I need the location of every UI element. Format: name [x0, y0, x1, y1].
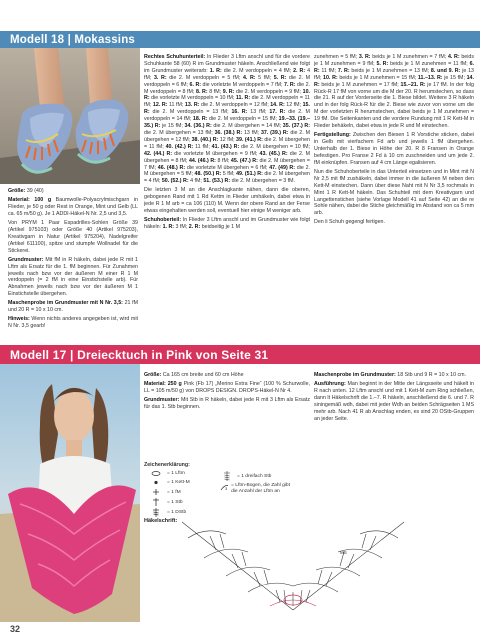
- paragraph: Größe: Ca 165 cm breite und 60 cm Höhe: [144, 372, 244, 378]
- paragraph: Grundmuster: Mit Stb in R häkeln, dabei jede R mit 3 Lftm als Ersatz für das 1. Stb beginnen.: [144, 397, 310, 410]
- section-title: Modell 18 | Mokassins: [10, 33, 136, 46]
- paragraph: Grundmuster: Mit fM in R häkeln, dabei jede R mit 1 Lftm als Ersatz für die 1. fM beginnen. Für Zunahmen jeweils nach bzw vor der äußeren M einer R 1 M verdoppeln (= 2 fM in eine Einstichstelle arb). Für Abnahmen jeweils nach bzw vor der äußeren M 1 Einstichstelle übergehen.: [8, 256, 138, 298]
- legend-label: = 1 dreifach Stb: [237, 473, 272, 479]
- shawl-photo: [0, 364, 140, 622]
- section-header-dreiecktuch: [0, 345, 480, 364]
- chart-label: MS: [340, 550, 347, 555]
- moccasins-photo: [0, 48, 140, 184]
- paragraph: Maschenprobe im Grundmuster mit N Nr. 3,5: 21 fM und 20 R = 10 x 10 cm.: [8, 300, 138, 314]
- symbol-legend: [144, 462, 294, 524]
- paragraph: Den li Schuh gegengl fertigen.: [314, 219, 385, 226]
- section-title: Modell 17 | Dreiecktuch in Pink von Seite 31: [10, 347, 269, 362]
- legend-item: [148, 498, 183, 506]
- paragraph: Material: 250 g Pink (Fb 17) „Merino Extra Fine“ (100 % Schurwolle, LL = 105 m/50 g) von DROPS DESIGN. DROPS-Häkel-N Nr 4.: [144, 381, 310, 394]
- legend-title: Zeichenerklärung:: [144, 462, 190, 468]
- paragraph: Rechtes Schuhunterteil: In Flieder 3 Lftm anschl und für die vordere Schuhkante 58 (60) R im Grundmuster häkeln. Anschließend wie folgt im Grundmuster weiterarb: 1. R: die 2. M verdoppeln = 4 fM; 2. R: 4 fM; 3. R: die 2. M verdoppeln = 5 fM; 4. R: 5 fM; 5. R: die 2. M verdoppeln = 6 fM; 6. R: die vorletzte M verdoppeln = 7 fM; 7. R: die 2. M verdoppeln = 8 fM; 8. R: 8 fM; 9. R: die 2. M verdoppeln = 9 fM; 10. R: die vorletzte M verdoppeln = 10 fM; 11. R: die 2. M verdoppeln = 11 fM; 12. R: 11 fM; 13. R: die 2. M verdoppeln = 12 fM; 14. R: 12 fM; 15. R: die 2. M verdoppeln = 13 fM; 16. R: 13 fM; 17. R: die 2. M verdoppeln = 14 fM; 18. R: die 2. M verdoppeln = 15 fM; 19.–33. (19.–35.) R: je 15 fM; 34. (36.) R: die 2. M übergehen = 14 fM; 35. (37.) R: die 2. M übergehen = 13 fM; 36. (38.) R: 13 fM; 37. (39.) R: die 2. M übergehen = 12 fM; 38. (40.) R: 12 fM; 39. (41.) R: die 2. M übergehen = 11 fM; 40. (42.) R: 11 fM; 41. (43.) R: die 2. M übergehen = 10 fM; 42. (44.) R: die vorletzte M übergehen = 9 fM; 43. (45.) R: die 2. M übergehen = 8 fM; 44. (46.) R: 8 fM; 45. (47.) R: die 2. M übergehen = 7 fM; 46. (48.) R: die vorletzte M übergehen = 6 fM; 47. (49) R: die 2. M übergehen = 5 fM; 48. (50.) R: 5 fM; 49. (51.) R: die 2. M übergehen = 4 fM; 50. (52.) R: 4 fM; 51. (53.) R: die 2. M übergehen = 3 fM.: [144, 54, 310, 185]
- section2-column-2: [144, 372, 310, 462]
- legend-label: = 1 DStb: [167, 510, 187, 515]
- legend-label: = 1 fM: [167, 489, 181, 495]
- paragraph: Schuhoberteil: In Flieder 3 Lftm anschl und im Grundmuster wie folgt häkeln: 1. R: 3 fM; 2. R: beidseitig je 1 M: [144, 217, 310, 231]
- section1-column-3: [314, 54, 474, 342]
- paragraph: Maschenprobe im Grundmuster: 18 Stb und 9 R = 10 x 10 cm.: [314, 372, 467, 378]
- legend-item: [148, 508, 186, 517]
- paragraph: Material: 100 g Baumwolle-Polyacrylmischgarn in Flieder, je 50 g oder Rest in Orange, Mint und Gelb (LL ca. 65 m/50 g). Je 1 ADDI-Häkel-N Nr. 2,5 und 3,5.: [8, 197, 138, 217]
- section1-column-1: [8, 188, 138, 344]
- legend-item: [220, 471, 271, 481]
- section1-column-2: [144, 54, 310, 342]
- svg-text:3: 3: [225, 486, 228, 491]
- legend-label: = 1 Kett-M: [167, 480, 190, 485]
- crochet-chart: [180, 520, 406, 612]
- legend-label: = 1 Lftm: [167, 471, 185, 476]
- paragraph: zunehmen = 5 fM; 3. R: beids je 1 M zunehmen = 7 fM; 4. R: beids je 1 M zunehmen = 9 fM; 5. R: beids je 1 M zunehmen = 11 fM; 6. R: 11 fM; 7. R: beids je 1 M zunehmen = 13 fM; 8. und 9. R: je 13 fM; 10. R: beids je 1 M zunehmen = 15 fM; 11.–13. R: je 15 fM; 14. R: beids je 1 M zunehmen = 17 fM; 15.–21. R: je 17 fM. In der folg Rück-R 17 fM von vorne um die M der 20. R herumstechen, so dass die 21. R auf der Vorderseite die 1. Biese bildet. Weitere 3 R häkeln und in der folg Rück-R für die 2. Biese wie zuvor von vorne um die M der vorletzten R herumstechen, dabei beids je 1 M zunehmen = 19 fM. Die Seitenkanten und die vordere Rundung mit 1 R Kett-M in Flieder behäkeln, dabei etwa in jede R und M einstechen.: [314, 54, 474, 130]
- paragraph: Ausführung: Man beginnt in der Mitte der Längsseite und häkelt in R nach unten. 12 Lftm anschl und mit 1 Kett-M zum Ring schließen, dann It Häkelschrift die 1.–7. R häkeln, anschließend die 6. und 7. R siningemäß wdh, dabei mit jeder Wdh an beiden Schrägseiten 1 MS mehr arb. Nach 41 R ab Anschlag enden, es sind 20 OStb-Gruppen an jeder Seite.: [314, 381, 474, 422]
- section2-column-3: [314, 372, 474, 492]
- chart-title: Häkelschrift:: [144, 518, 178, 524]
- legend-item: [220, 483, 294, 495]
- page-number: 32: [10, 624, 21, 634]
- paragraph: Die letzten 3 M an die Anschlagkante nähen, dann die oberen, gebogenen Rand mit 1 Rd Kettm in Flieder umhäkeln, dabei etwa in jede R 1 M arb = ca 106 (110) M. Wenn der obere Rand an der Ferse etwas eingehalten werden soll, eventuell hier einige M weniger arb.: [144, 187, 310, 215]
- legend-item: [148, 489, 181, 495]
- paragraph: Von PRYM 1 Paar Espadrilles-Sohlen Größe 39 (Artikel 975103) oder Größe 40 (Artikel 975203), Kreativgarn in Natur (Artikel 975204), Nadelgreifer (Artikel 611100), spitze und stumpfe Wollnadel für die Stickerei.: [8, 220, 138, 254]
- section-header-mokassins: [0, 31, 480, 48]
- legend-item: [148, 480, 190, 485]
- legend-label: = 1 Stb: [167, 499, 183, 505]
- paragraph: Größe: 39 (40): [8, 188, 44, 194]
- legend-item: [148, 471, 185, 476]
- paragraph: Fertigstellung: Zwischen den Biesen 1 R Vorstiche sticken, dabei in Gelb mit vierfachem Fd arb und jeweils 1 fM übergehen. Unterhalb der 1. Biese in Höhe der 20. R 8 Fransen in Orange befestigen. Pro Franse 2 Fd à 10 cm zuschneiden und um jede 2. fM einknüpfen. Fransen auf 4 cm Länge egalisieren.: [314, 132, 474, 166]
- paragraph: Nun die Schuhoberteile in das Unterteil einsetzen und in Mint mit N Nr 2,5 mit fM zushäkeln, dabei immer in die äußeren M neben den Kett-M einstechen. Dann über diese Naht mit N Nr 3,5 rochmals in Mint 1 R Kett-M häkeln. Das Schuhteil mit dem Kreativgarn und Langettenstichen (siehe Vorlage Modell 41 auf Seite 42) an die re Sohle nähen, dabei die Stiche gleichmäßig im Abstand von ca 5 mm arb.: [314, 168, 474, 217]
- legend-label: = Lftm-Bogen, die Zahl gibt die Anzahl der Lftm an: [231, 483, 290, 494]
- paragraph: Hinweis: Wenn nichts anderes angegeben ist, wird mit N Nr. 3,5 gearb!: [8, 316, 138, 330]
